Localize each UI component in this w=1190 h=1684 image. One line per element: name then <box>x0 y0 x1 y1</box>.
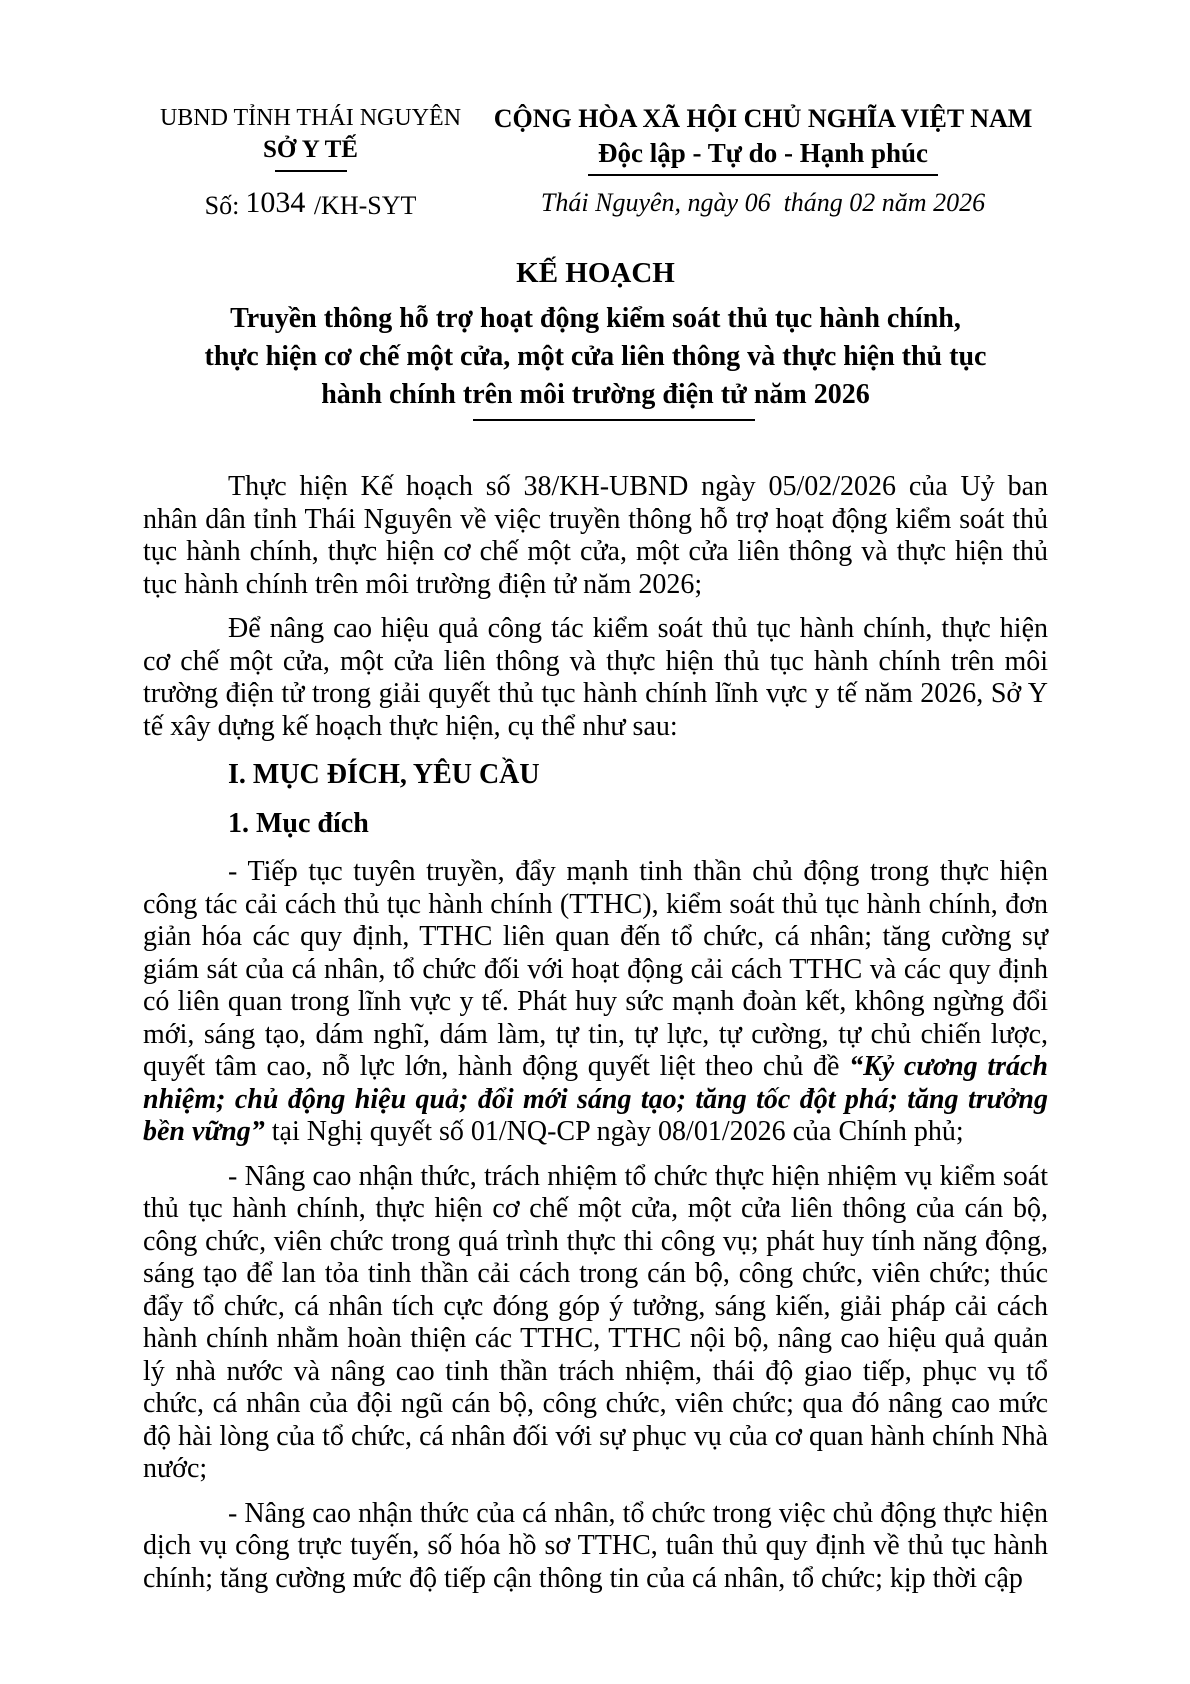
place-dateline: Thái Nguyên, ngày 06 tháng 02 năm 2026 <box>540 188 986 217</box>
document-number <box>143 186 478 222</box>
document-body <box>143 471 1048 1595</box>
paragraph-basis-1 <box>143 471 1048 601</box>
document-number-label: Số: <box>204 191 240 220</box>
text-run: Để nâng cao hiệu quả công tác kiểm soát thủ tục hành chính, thực hiện cơ chế một cửa, một cửa liên thông và thực hiện thủ tục hành chính trên môi trường điện tử trong giải quyết thủ tục hành chính lĩnh vực y tế năm 2026, Sở Y tế xây dựng kế hoạch thực hiện, cụ thể như sau: <box>143 613 1048 742</box>
paragraph-purpose-2 <box>143 1161 1048 1486</box>
title-underline <box>473 419 755 421</box>
document-number-value: 1034 <box>245 186 306 219</box>
document-type: KẾ HOẠCH <box>516 257 675 289</box>
national-title: CỘNG HÒA XÃ HỘI CHỦ NGHĨA VIỆT NAM <box>493 104 1033 133</box>
document-title <box>143 300 1048 414</box>
agency-underline <box>275 170 347 172</box>
text-run: - Nâng cao nhận thức, trách nhiệm tổ chức thực hiện nhiệm vụ kiểm soát thủ tục hành chính, thực hiện cơ chế một cửa, một cửa liên thông của cán bộ, công chức, viên chức trong quá trình thực thi công vụ; phát huy tính năng động, sáng tạo để lan tỏa tinh thần cải cách trong cán bộ, công chức, viên chức; thúc đẩy tổ chức, cá nhân tích cực đóng góp ý tưởng, sáng kiến, giải pháp cải cách hành chính nhằm hoàn thiện các TTHC, TTHC nội bộ, nâng cao hiệu quả quản lý nhà nước và nâng cao tinh thần trách nhiệm, thái độ giao tiếp, phục vụ tổ chức, cá nhân của đội ngũ cán bộ, công chức, viên chức; qua đó nâng cao mức độ hài lòng của tổ chức, cá nhân đối với sự phục vụ của cơ quan hành chính Nhà nước; <box>143 1160 1048 1484</box>
national-header-block <box>478 103 1048 219</box>
title-line: thực hiện cơ chế một cửa, một cửa liên thông và thực hiện thủ tục <box>204 341 987 372</box>
document-header <box>143 103 1048 222</box>
agency-name: SỞ Y TẾ <box>263 136 358 163</box>
subsection-heading-purpose <box>143 808 1048 841</box>
paragraph-purpose-3 <box>143 1498 1048 1596</box>
paragraph-purpose-1 <box>143 856 1048 1149</box>
text-run: Thực hiện Kế hoạch số 38/KH-UBND ngày 05/02/2026 của Uỷ ban nhân dân tỉnh Thái Nguyên về việc truyền thông hỗ trợ hoạt động kiểm soát thủ tục hành chính, thực hiện cơ chế một cửa, một cửa liên thông và thực hiện thủ tục hành chính trên môi trường điện tử năm 2026; <box>143 471 1048 600</box>
document-title-block <box>143 255 1048 421</box>
text-run: “Kỷ cương trách nhiệm; chủ động hiệu quả; đổi mới sáng tạo; tăng tốc đột phá; tăng trưởng bền vững” <box>143 1051 1048 1147</box>
text-run: - Nâng cao nhận thức của cá nhân, tổ chức trong việc chủ động thực hiện dịch vụ công trực tuyến, số hóa hồ sơ TTHC, tuân thủ quy định về thủ tục hành chính; tăng cường mức độ tiếp cận thông tin của cá nhân, tổ chức; kịp thời cập <box>143 1497 1048 1594</box>
text-run: I. MỤC ĐÍCH, YÊU CẦU <box>228 759 540 790</box>
paragraph-basis-2 <box>143 613 1048 743</box>
national-motto: Độc lập - Tự do - Hạnh phúc <box>588 137 938 176</box>
national-motto-row <box>478 137 1048 176</box>
issuing-agency-block <box>143 103 478 222</box>
text-run: - Tiếp tục tuyên truyền, đẩy mạnh tinh thần chủ động trong thực hiện công tác cải cách thủ tục hành chính (TTHC), kiểm soát thủ tục hành chính, đơn giản hóa các quy định, TTHC liên quan đến tổ chức, cá nhân; tăng cường sự giám sát của cá nhân, tổ chức đối với hoạt động cải cách TTHC và các quy định có liên quan trong lĩnh vực y tế. Phát huy sức mạnh đoàn kết, không ngừng đổi mới, sáng tạo, dám nghĩ, dám làm, tự tin, tự lực, tự cường, tự chủ chiến lược, quyết tâm cao, nỗ lực lớn, hành động quyết liệt theo chủ đề <box>143 856 1048 1082</box>
title-line: hành chính trên môi trường điện tử năm 2026 <box>321 379 870 410</box>
title-line: Truyền thông hỗ trợ hoạt động kiểm soát thủ tục hành chính, <box>230 303 961 334</box>
text-run: 1. Mục đích <box>228 807 369 839</box>
text-run: tại Nghị quyết số 01/NQ-CP ngày 08/01/2026 của Chính phủ; <box>264 1116 964 1147</box>
document-number-suffix: /KH-SYT <box>313 191 417 220</box>
parent-agency-name: UBND TỈNH THÁI NGUYÊN <box>159 105 462 131</box>
section-heading-purpose-requirements <box>143 759 1048 792</box>
